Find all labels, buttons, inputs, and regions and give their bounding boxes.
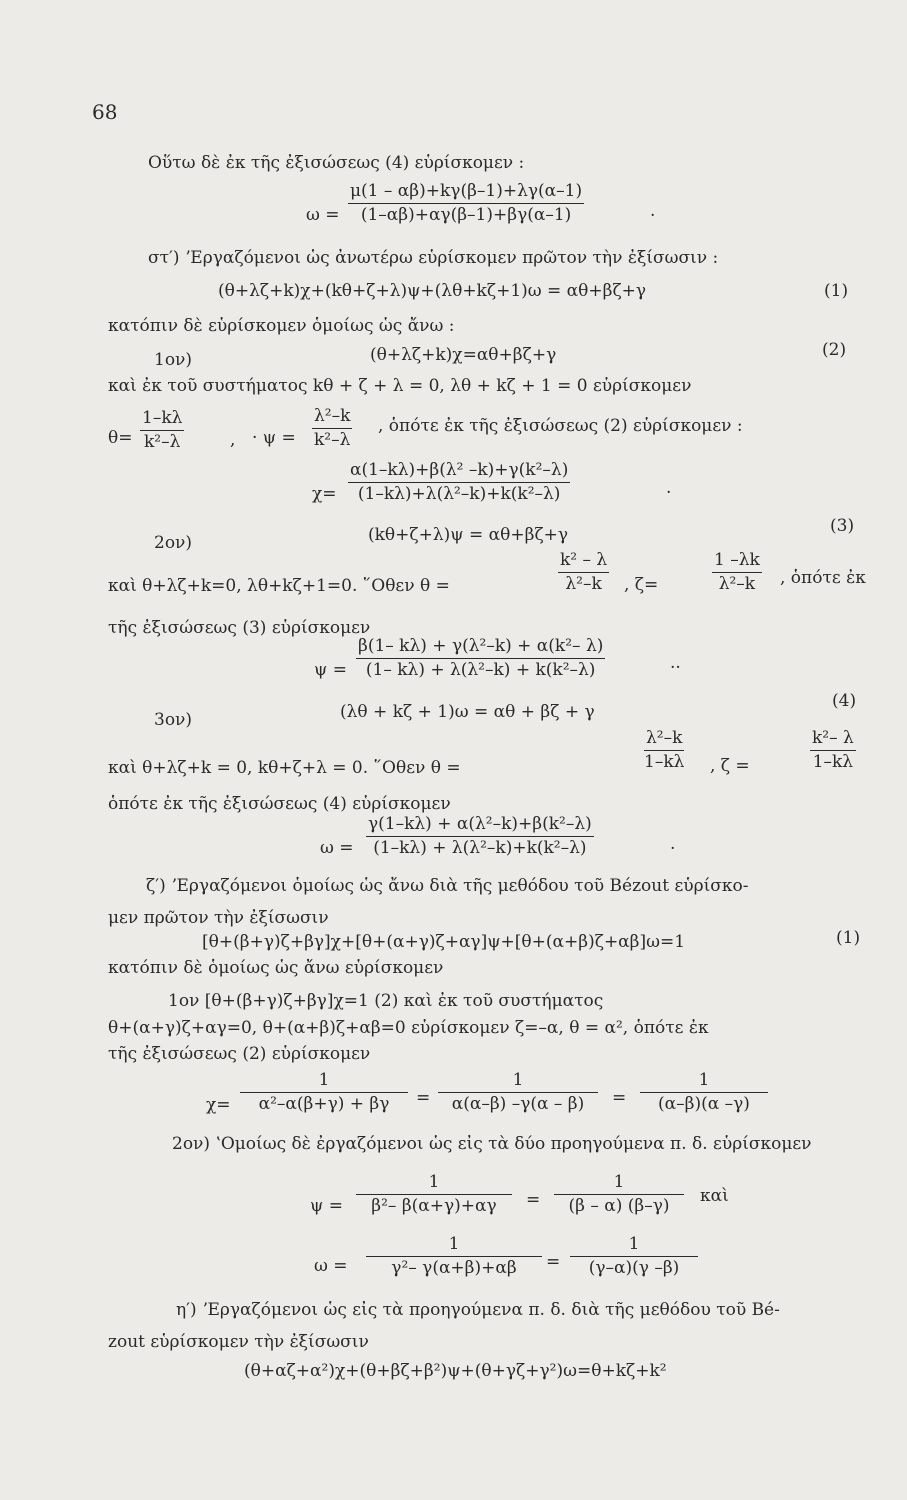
zomega-lhs: ω =: [314, 1256, 348, 1276]
second-label: 2ον): [154, 533, 193, 553]
zomega-denominator-2: (γ–α)(γ –β): [588, 1258, 680, 1278]
zpsi-numerator-1: 1: [356, 1174, 512, 1195]
omega2-lhs: ω =: [320, 838, 354, 858]
z-first: 1ον [θ+(β+γ)ζ+βγ]χ=1 (2) καὶ ἐκ τοῦ συστήματος: [168, 991, 604, 1011]
chi-lhs: χ=: [312, 484, 337, 504]
omega-numerator: μ(1 – αβ)+kγ(β–1)+λγ(α–1): [348, 183, 584, 204]
st-then: κατόπιν δὲ εὑρίσκομεν ὁμοίως ὡς ἄνω :: [108, 316, 455, 336]
first-equation-number: (2): [822, 340, 847, 360]
zchi-numerator-3: 1: [640, 1072, 768, 1093]
s2-zeta-lhs: , ζ=: [624, 575, 659, 595]
zpsi-tail: καὶ: [700, 1186, 729, 1206]
zchi-lhs: χ=: [206, 1095, 231, 1115]
s3-zeta-fraction: [810, 730, 856, 771]
zpsi-numerator-2: 1: [554, 1174, 684, 1195]
z-second: 2ον) ʽΟμοίως δὲ ἐργαζόμενοι ὡς εἰς τὰ δύο προηγούμενα π. δ. εὑρίσκομεν: [172, 1134, 812, 1154]
z-then: κατόπιν δὲ ὁμοίως ὡς ἄνω εὑρίσκομεν: [108, 958, 444, 978]
zomega-denominator-1: γ²– γ(α+β)+αβ: [391, 1258, 517, 1278]
omega-denominator: (1–αβ)+αγ(β–1)+βγ(α–1): [360, 205, 572, 225]
st-equation-1: (θ+λζ+k)χ+(kθ+ζ+λ)ψ+(λθ+kζ+1)ω = αθ+βζ+γ: [218, 281, 647, 301]
s3-zeta-denominator: 1–kλ: [812, 752, 854, 772]
eta-intro-1: η′) ʼΕργαζόμενοι ὡς εἰς τὰ προηγούμενα π. δ. διὰ τῆς μεθόδου τοῦ Βé-: [176, 1300, 780, 1320]
theta-separator: ,: [230, 430, 236, 450]
zpsi-equals: =: [526, 1190, 541, 1210]
psi-denominator: k²–λ: [314, 430, 351, 450]
zchi-numerator-2: 1: [438, 1072, 598, 1093]
psi2-lhs: ψ =: [314, 660, 347, 680]
z-equation-1-number: (1): [836, 928, 861, 948]
zpsi-denominator-2: (β – α) (β–γ): [568, 1196, 670, 1216]
first-label: 1ον): [154, 350, 193, 370]
s2-theta-denominator: λ²–k: [565, 574, 602, 594]
chi-end: .: [666, 478, 672, 498]
chi-numerator: α(1–kλ)+β(λ² –k)+γ(k²–λ): [348, 462, 570, 483]
psi2-denominator: (1– kλ) + λ(λ²–k) + k(k²–λ): [365, 660, 596, 680]
psi-lhs: · ψ =: [252, 428, 296, 448]
zpsi-fraction-1: [356, 1174, 512, 1215]
z-system: θ+(α+γ)ζ+αγ=0, θ+(α+β)ζ+αβ=0 εὑρίσκομεν ζ=–α, θ = α², ὁπότε ἐκ: [108, 1018, 709, 1038]
omega-fraction: [348, 183, 584, 224]
second-equation-number: (3): [830, 516, 855, 536]
page-number: 68: [92, 100, 118, 124]
s2-continuation: τῆς ἐξισώσεως (3) εὑρίσκομεν: [108, 618, 371, 638]
first-equation: (θ+λζ+k)χ=αθ+βζ+γ: [370, 345, 557, 365]
psi-fraction: [312, 408, 352, 449]
s3-continuation: ὁπότε ἐκ τῆς ἐξισώσεως (4) εὑρίσκομεν: [108, 794, 451, 814]
third-system-line: καὶ θ+λζ+k = 0, kθ+ζ+λ = 0. ῞Οθεν θ =: [108, 758, 461, 778]
zchi-equals-2: =: [612, 1088, 627, 1108]
second-system-line: καὶ θ+λζ+k=0, λθ+kζ+1=0. ῞Οθεν θ =: [108, 576, 450, 596]
s3-zeta-lhs: , ζ =: [710, 756, 750, 776]
s2-zeta-fraction: [712, 552, 762, 593]
z-intro-1: ζ′) ʼΕργαζόμενοι ὁμοίως ὡς ἄνω διὰ τῆς μεθόδου τοῦ Bézout εὑρίσκο-: [146, 876, 749, 896]
z-intro-2: μεν πρῶτον τὴν ἐξίσωσιν: [108, 908, 329, 928]
zpsi-fraction-2: [554, 1174, 684, 1215]
s2-tail: , ὁπότε ἐκ: [780, 568, 866, 588]
s3-zeta-numerator: k²– λ: [810, 730, 856, 751]
s2-zeta-numerator: 1 –λk: [712, 552, 762, 573]
chi-denominator: (1–kλ)+λ(λ²–k)+k(k²–λ): [357, 484, 561, 504]
omega2-end: .: [670, 834, 676, 854]
z-continuation: τῆς ἐξισώσεως (2) εὑρίσκομεν: [108, 1044, 371, 1064]
zomega-numerator-2: 1: [570, 1236, 698, 1257]
psi-numerator: λ²–k: [312, 408, 352, 429]
psi-tail: , ὁπότε ἐκ τῆς ἐξισώσεως (2) εὑρίσκομεν :: [378, 416, 743, 436]
chi-fraction: [348, 462, 570, 503]
z-equation-1: [θ+(β+γ)ζ+βγ]χ+[θ+(α+γ)ζ+αγ]ψ+[θ+(α+β)ζ+αβ]ω=1: [202, 932, 686, 952]
s3-theta-denominator: 1–kλ: [644, 752, 685, 772]
zchi-fraction-2: [438, 1072, 598, 1113]
s2-theta-numerator: k² – λ: [558, 552, 609, 573]
second-equation: (kθ+ζ+λ)ψ = αθ+βζ+γ: [368, 525, 569, 545]
zchi-denominator-1: α²–α(β+γ) + βγ: [258, 1094, 390, 1114]
zomega-numerator-1: 1: [366, 1236, 542, 1257]
third-label: 3ον): [154, 710, 193, 730]
omega-lhs: ω =: [306, 205, 340, 225]
zchi-denominator-2: α(α–β) –γ(α – β): [451, 1094, 585, 1114]
eta-intro-2: zout εὑρίσκομεν τὴν ἐξίσωσιν: [108, 1332, 369, 1352]
zchi-fraction-3: [640, 1072, 768, 1113]
intro-line: Οὕτω δὲ ἐκ τῆς ἐξισώσεως (4) εὑρίσκομεν :: [148, 153, 525, 173]
psi2-end: ..: [670, 653, 681, 673]
third-equation-number: (4): [832, 691, 857, 711]
zchi-numerator-1: 1: [240, 1072, 408, 1093]
eta-equation: (θ+αζ+α²)χ+(θ+βζ+β²)ψ+(θ+γζ+γ²)ω=θ+kζ+k²: [244, 1361, 667, 1381]
s2-theta-fraction: [558, 552, 609, 593]
omega2-denominator: (1–kλ) + λ(λ²–k)+k(k²–λ): [373, 838, 587, 858]
theta-fraction: [140, 410, 184, 451]
zpsi-denominator-1: β²– β(α+γ)+αγ: [371, 1196, 497, 1216]
zomega-fraction-1: [366, 1236, 542, 1277]
zchi-equals-1: =: [416, 1088, 431, 1108]
theta-numerator: 1–kλ: [140, 410, 184, 431]
omega-end: .: [650, 201, 656, 221]
zchi-fraction-1: [240, 1072, 408, 1113]
omega2-numerator: γ(1–kλ) + α(λ²–k)+β(k²–λ): [366, 816, 594, 837]
s3-theta-fraction: [644, 730, 684, 771]
psi2-fraction: [356, 638, 605, 679]
theta-lhs: θ=: [108, 428, 133, 448]
s2-zeta-denominator: λ²–k: [718, 574, 756, 594]
st-intro: στ′) ʼΕργαζόμενοι ὡς ἀνωτέρω εὑρίσκομεν πρῶτον τὴν ἐξίσωσιν :: [148, 248, 719, 268]
s3-theta-numerator: λ²–k: [644, 730, 684, 751]
omega2-fraction: [366, 816, 594, 857]
first-system-line: καὶ ἐκ τοῦ συστήματος kθ + ζ + λ = 0, λθ + kζ + 1 = 0 εὑρίσκομεν: [108, 376, 692, 396]
psi2-numerator: β(1– kλ) + γ(λ²–k) + α(k²– λ): [356, 638, 605, 659]
zchi-denominator-3: (α–β)(α –γ): [658, 1094, 750, 1114]
theta-denominator: k²–λ: [144, 432, 181, 452]
zomega-fraction-2: [570, 1236, 698, 1277]
zpsi-lhs: ψ =: [310, 1196, 343, 1216]
zomega-equals: =: [546, 1252, 561, 1272]
third-equation: (λθ + kζ + 1)ω = αθ + βζ + γ: [340, 702, 595, 722]
st-equation-1-number: (1): [824, 281, 849, 301]
